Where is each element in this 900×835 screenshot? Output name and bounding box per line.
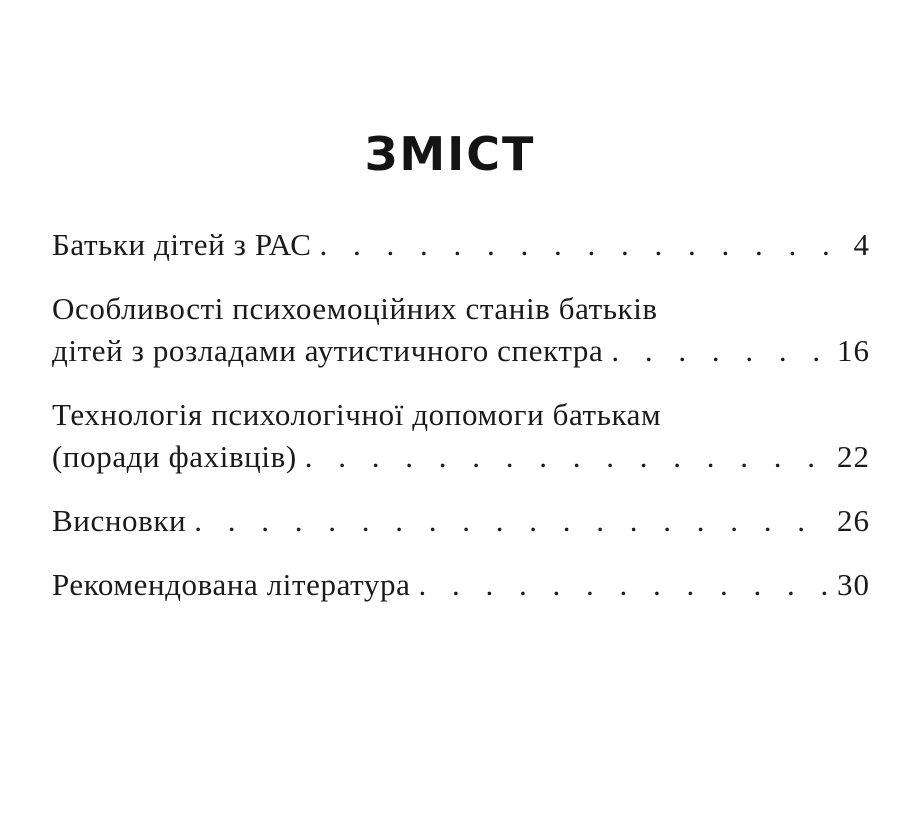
toc-entry-3 — [52, 394, 870, 478]
toc-entry-line — [52, 394, 870, 436]
toc-entry-line — [52, 288, 870, 330]
toc-page-number: 26 — [837, 503, 870, 538]
table-of-contents — [52, 224, 870, 606]
toc-page-number: 30 — [837, 567, 870, 602]
toc-entry-line — [52, 564, 870, 606]
toc-leader-dots — [418, 564, 831, 606]
toc-leader-dots — [319, 224, 847, 266]
toc-entry-5 — [52, 564, 870, 606]
toc-leader-dots — [611, 330, 831, 372]
toc-entry-1 — [52, 224, 870, 266]
toc-entry-2 — [52, 288, 870, 372]
toc-entry-line — [52, 330, 870, 372]
toc-entry-line — [52, 500, 870, 542]
toc-entry-title: Батьки дітей з РАС — [52, 227, 312, 262]
toc-entry-4 — [52, 500, 870, 542]
toc-entry-title: Технологія психологічної допомоги батькам — [52, 397, 662, 432]
page-title: ЗМІСТ — [364, 127, 536, 181]
toc-page-number: 16 — [837, 333, 870, 368]
toc-entry-title: (поради фахівців) — [52, 439, 297, 474]
toc-entry-title: Особливості психоемоційних станів батьків — [52, 291, 658, 326]
toc-entry-line — [52, 224, 870, 266]
toc-entry-line — [52, 436, 870, 478]
toc-leader-dots — [305, 436, 831, 478]
toc-entry-title: Рекомендована література — [52, 567, 411, 602]
toc-leader-dots — [194, 500, 831, 542]
toc-entry-title: Висновки — [52, 503, 187, 538]
toc-page-number: 4 — [853, 227, 870, 262]
toc-page-number: 22 — [837, 439, 870, 474]
toc-entry-title: дітей з розладами аутистичного спектра — [52, 333, 604, 368]
